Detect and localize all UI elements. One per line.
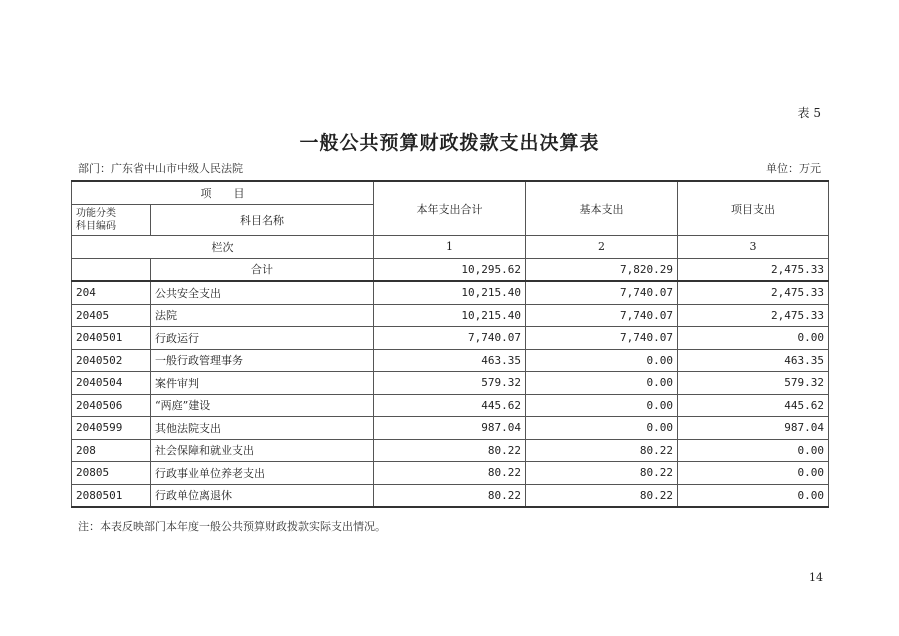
header-func-code-text: 功能分类 科目编码 xyxy=(76,208,116,232)
row-basic: 7,740.07 xyxy=(526,327,678,350)
department-label: 部门：广东省中山市中级人民法院 xyxy=(78,162,243,175)
header-total: 本年支出合计 xyxy=(374,181,526,236)
row-project: 0.00 xyxy=(678,439,829,462)
row-subject-name: 行政单位离退休 xyxy=(151,484,374,507)
column-number-3: 3 xyxy=(678,236,829,259)
row-basic: 0.00 xyxy=(526,417,678,440)
table-row xyxy=(72,462,829,485)
row-total: 80.22 xyxy=(374,462,526,485)
row-total: 7,740.07 xyxy=(374,327,526,350)
row-code: 20805 xyxy=(72,462,151,485)
row-total: 10,215.40 xyxy=(374,281,526,304)
total-code-cell xyxy=(72,258,151,281)
row-code: 2040506 xyxy=(72,394,151,417)
row-code: 2040599 xyxy=(72,417,151,440)
table-row xyxy=(72,484,829,507)
row-basic: 0.00 xyxy=(526,349,678,372)
header-subject-name: 科目名称 xyxy=(151,205,374,236)
row-project: 0.00 xyxy=(678,327,829,350)
total-basic: 7,820.29 xyxy=(526,258,678,281)
row-subject-name: 案件审判 xyxy=(151,372,374,395)
column-row-label: 栏次 xyxy=(72,236,374,259)
table-note: 注：本表反映部门本年度一般公共预算财政拨款实际支出情况。 xyxy=(78,520,386,533)
row-total: 445.62 xyxy=(374,394,526,417)
row-project: 445.62 xyxy=(678,394,829,417)
page-title: 一般公共预算财政拨款支出决算表 xyxy=(299,132,600,154)
row-subject-name: 法院 xyxy=(151,304,374,327)
table-header xyxy=(72,181,829,281)
row-basic: 80.22 xyxy=(526,484,678,507)
row-basic: 0.00 xyxy=(526,372,678,395)
expenditure-table xyxy=(71,180,829,508)
row-subject-name: 行政运行 xyxy=(151,327,374,350)
table-row xyxy=(72,281,829,304)
row-total: 579.32 xyxy=(374,372,526,395)
header-basic: 基本支出 xyxy=(526,181,678,236)
unit-label: 单位：万元 xyxy=(766,162,821,175)
row-code: 2040501 xyxy=(72,327,151,350)
row-project: 2,475.33 xyxy=(678,304,829,327)
row-code: 20405 xyxy=(72,304,151,327)
row-total: 987.04 xyxy=(374,417,526,440)
row-project: 0.00 xyxy=(678,462,829,485)
row-basic: 7,740.07 xyxy=(526,281,678,304)
header-project: 项目支出 xyxy=(678,181,829,236)
header-func-code xyxy=(72,205,151,236)
table-row xyxy=(72,349,829,372)
table-row xyxy=(72,327,829,350)
row-subject-name: 社会保障和就业支出 xyxy=(151,439,374,462)
row-total: 80.22 xyxy=(374,439,526,462)
row-code: 208 xyxy=(72,439,151,462)
row-subject-name: 公共安全支出 xyxy=(151,281,374,304)
row-code: 2040504 xyxy=(72,372,151,395)
row-code: 2040502 xyxy=(72,349,151,372)
total-row xyxy=(72,258,829,281)
row-project: 463.35 xyxy=(678,349,829,372)
table-row xyxy=(72,417,829,440)
row-total: 463.35 xyxy=(374,349,526,372)
table-row xyxy=(72,372,829,395)
row-project: 0.00 xyxy=(678,484,829,507)
total-project: 2,475.33 xyxy=(678,258,829,281)
table-row xyxy=(72,304,829,327)
row-total: 80.22 xyxy=(374,484,526,507)
header-item: 项 目 xyxy=(72,181,374,205)
row-total: 10,215.40 xyxy=(374,304,526,327)
total-label: 合计 xyxy=(151,258,374,281)
row-subject-name: 一般行政管理事务 xyxy=(151,349,374,372)
row-code: 204 xyxy=(72,281,151,304)
row-subject-name: 行政事业单位养老支出 xyxy=(151,462,374,485)
row-code: 2080501 xyxy=(72,484,151,507)
total-amount: 10,295.62 xyxy=(374,258,526,281)
column-number-1: 1 xyxy=(374,236,526,259)
column-number-2: 2 xyxy=(526,236,678,259)
row-basic: 7,740.07 xyxy=(526,304,678,327)
row-basic: 80.22 xyxy=(526,439,678,462)
row-basic: 0.00 xyxy=(526,394,678,417)
row-project: 2,475.33 xyxy=(678,281,829,304)
row-project: 579.32 xyxy=(678,372,829,395)
table-number: 表 5 xyxy=(797,106,821,120)
row-project: 987.04 xyxy=(678,417,829,440)
row-basic: 80.22 xyxy=(526,462,678,485)
row-subject-name: 其他法院支出 xyxy=(151,417,374,440)
row-subject-name: “两庭”建设 xyxy=(151,394,374,417)
table-row xyxy=(72,439,829,462)
table-body xyxy=(72,281,829,507)
table-row xyxy=(72,394,829,417)
page-number: 14 xyxy=(809,571,823,584)
